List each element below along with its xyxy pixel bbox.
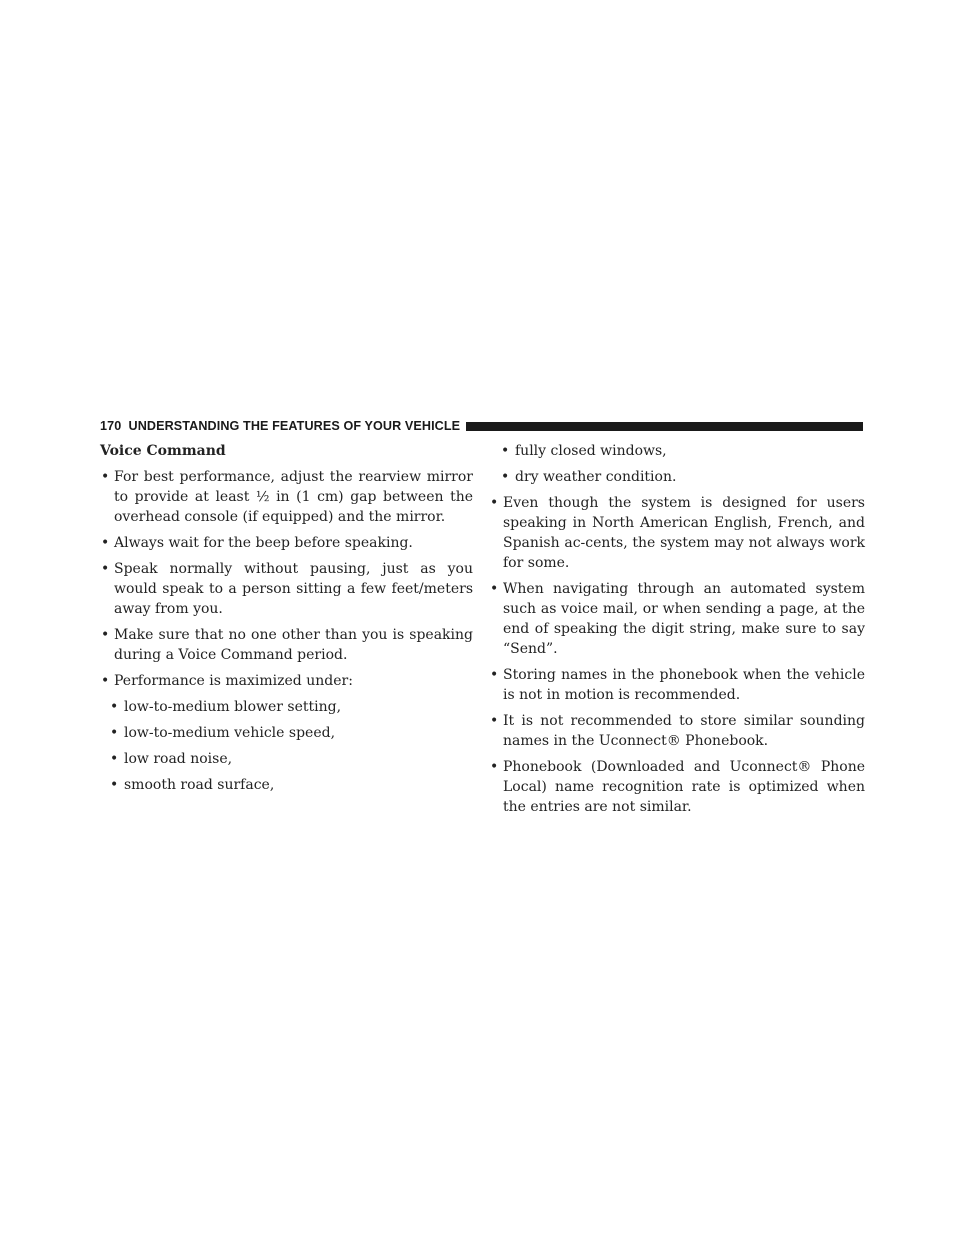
sub-list-item bbox=[100, 697, 473, 717]
bullet-icon: • bbox=[490, 495, 499, 511]
sub-list-item bbox=[100, 749, 473, 769]
right-column bbox=[489, 441, 865, 823]
sub-list-item bbox=[489, 441, 865, 461]
list-item-text: Make sure that no one other than you is speaking during a Voice Command period. bbox=[114, 627, 473, 663]
list-item-text: Phonebook (Downloaded and Uconnect® Phone Local) name recognition rate is optimized when the entries are not similar. bbox=[503, 759, 865, 815]
sub-list-item-text: dry weather condition. bbox=[515, 469, 677, 485]
bullet-icon: • bbox=[501, 443, 510, 459]
sub-list-item-text: low-to-medium blower setting, bbox=[124, 699, 342, 715]
bullet-icon: • bbox=[101, 673, 110, 689]
bullet-icon: • bbox=[110, 751, 119, 767]
list-item bbox=[489, 579, 865, 659]
bullet-list bbox=[100, 467, 473, 795]
list-item bbox=[489, 711, 865, 751]
bullet-icon: • bbox=[490, 759, 499, 775]
list-item-text: For best performance, adjust the rearview mirror to provide at least ½ in (1 cm) gap between the overhead console (if equipped) and the mirror. bbox=[114, 469, 473, 525]
page-number: 170 bbox=[100, 419, 122, 433]
sub-list-item-text: low road noise, bbox=[124, 751, 233, 767]
bullet-icon: • bbox=[101, 535, 110, 551]
section-heading: Voice Command bbox=[100, 443, 226, 459]
section-title: UNDERSTANDING THE FEATURES OF YOUR VEHICLE bbox=[128, 419, 461, 433]
list-item-text: Even though the system is designed for users speaking in North American English, French, and Spanish ac-cents, the system may not always work for some. bbox=[503, 495, 865, 571]
sub-list-item-text: fully closed windows, bbox=[515, 443, 667, 459]
bullet-icon: • bbox=[110, 699, 119, 715]
list-item-text: Speak normally without pausing, just as you would speak to a person sitting a few feet/meters away from you. bbox=[114, 561, 473, 617]
bullet-icon: • bbox=[101, 561, 110, 577]
page-header bbox=[100, 415, 863, 437]
list-item-text: Always wait for the beep before speaking. bbox=[114, 535, 413, 551]
sub-bullet-list bbox=[100, 697, 473, 795]
list-item bbox=[489, 665, 865, 705]
list-item-text: Performance is maximized under: bbox=[114, 673, 353, 689]
bullet-list bbox=[489, 493, 865, 817]
sub-list-item-text: low-to-medium vehicle speed, bbox=[124, 725, 336, 741]
list-item bbox=[100, 625, 473, 665]
sub-list-item bbox=[489, 467, 865, 487]
sub-bullet-list bbox=[489, 441, 865, 487]
list-item-text: It is not recommended to store similar sounding names in the Uconnect® Phonebook. bbox=[503, 713, 865, 749]
bullet-icon: • bbox=[110, 777, 119, 793]
sub-list-item bbox=[100, 723, 473, 743]
sub-list-item bbox=[100, 775, 473, 795]
list-item bbox=[100, 467, 473, 527]
header-text bbox=[100, 419, 460, 433]
bullet-icon: • bbox=[490, 713, 499, 729]
list-item bbox=[100, 559, 473, 619]
list-item bbox=[489, 493, 865, 573]
bullet-icon: • bbox=[490, 581, 499, 597]
bullet-icon: • bbox=[101, 469, 110, 485]
sub-list-item-text: smooth road surface, bbox=[124, 777, 275, 793]
bullet-icon: • bbox=[490, 667, 499, 683]
list-item bbox=[100, 671, 473, 795]
bullet-icon: • bbox=[101, 627, 110, 643]
bullet-icon: • bbox=[110, 725, 119, 741]
bullet-icon: • bbox=[501, 469, 510, 485]
left-column bbox=[100, 441, 473, 801]
list-item-text: When navigating through an automated system such as voice mail, or when sending a page, at the end of speaking the digit string, make sure to say “Send”. bbox=[503, 581, 865, 657]
list-item-text: Storing names in the phonebook when the vehicle is not in motion is recommended. bbox=[503, 667, 865, 703]
header-rule bbox=[466, 422, 863, 431]
list-item bbox=[489, 757, 865, 817]
list-item bbox=[100, 533, 473, 553]
